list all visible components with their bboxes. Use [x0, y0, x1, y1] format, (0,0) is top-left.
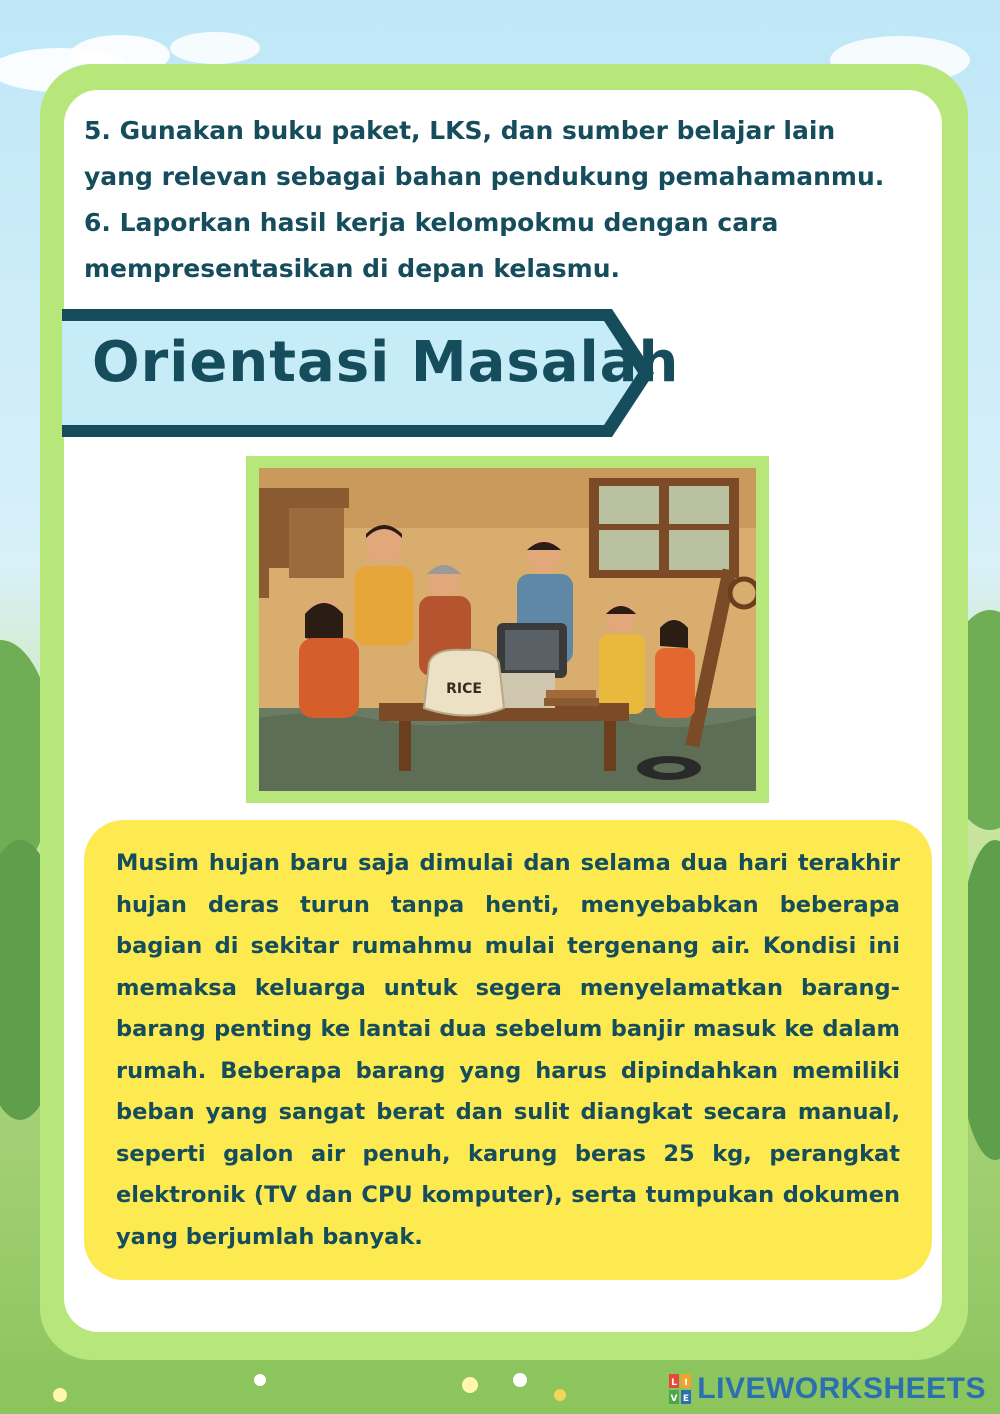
flood-family-illustration: [259, 468, 756, 791]
instruction-item: 5. Gunakan buku paket, LKS, dan sumber belajar lain yang relevan sebagai bahan pendukung pemahamanmu.: [84, 116, 885, 191]
section-title: Orientasi Masalah: [92, 330, 680, 395]
instructions-list: [84, 108, 904, 292]
svg-text:I: I: [684, 1378, 688, 1388]
svg-text:L: L: [671, 1378, 678, 1388]
svg-text:E: E: [683, 1394, 690, 1404]
liveworksheets-logo-icon: [669, 1374, 691, 1404]
brand-name: LIVEWORKSHEETS: [697, 1372, 986, 1405]
instruction-item: 6. Laporkan hasil kerja kelompokmu dengan cara mempresentasikan di depan kelasmu.: [84, 208, 779, 283]
svg-text:V: V: [670, 1394, 678, 1404]
sack-label: RICE: [446, 681, 482, 697]
story-text: Musim hujan baru saja dimulai dan selama dua hari terakhir hujan deras turun tanpa henti, menyebabkan beberapa bagian di sekitar rumahmu mulai tergenang air. Kondisi ini memaksa keluarga untuk segera menyelamatkan barang-barang penting ke lantai dua sebelum banjir masuk ke dalam rumah. Beberapa barang yang harus dipindahkan memiliki beban yang sangat berat dan sulit diangkat secara manual, seperti galon air penuh, karung beras 25 kg, perangkat elektronik (TV dan CPU komputer), serta tumpukan dokumen yang berjumlah banyak.: [116, 850, 900, 1250]
liveworksheets-brand: [669, 1372, 986, 1406]
